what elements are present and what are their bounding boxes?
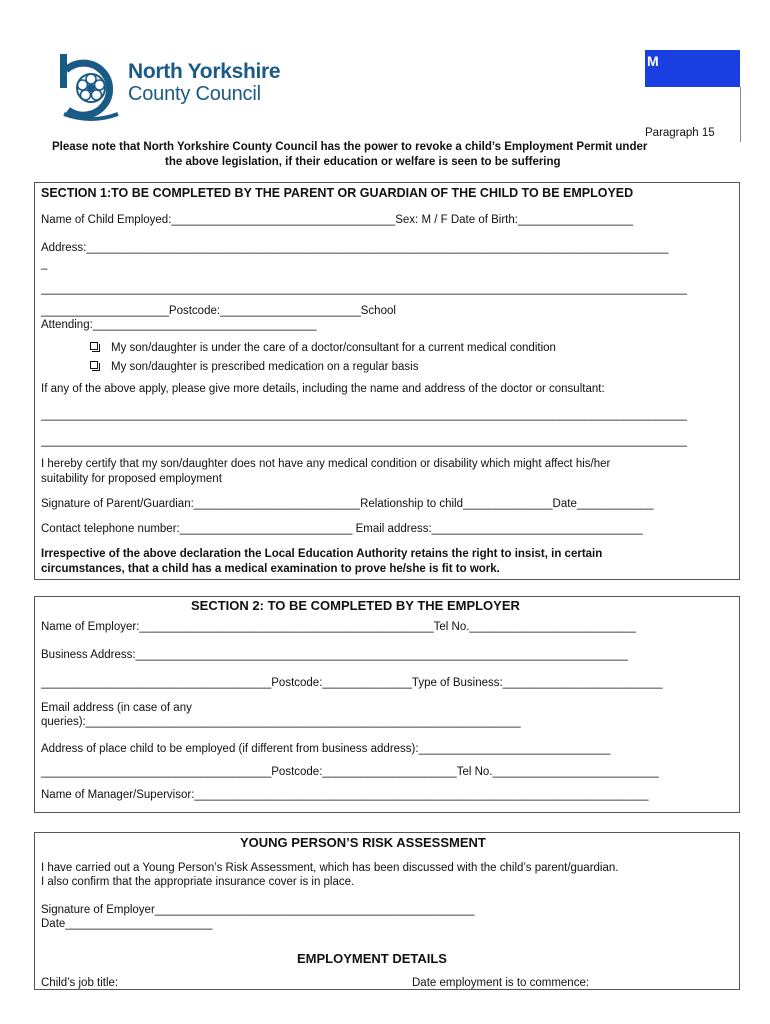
section2-title: SECTION 2: TO BE COMPLETED BY THE EMPLOYER	[191, 598, 520, 613]
workplace-address-field[interactable]: Address of place child to be employed (if different from business address):______________________________	[41, 743, 611, 755]
certification-line1: I hereby certify that my son/daughter does not have any medical condition or disability which might affect his/her	[41, 458, 611, 470]
medical-condition-label: My son/daughter is under the care of a doctor/consultant for a current medical condition	[111, 342, 556, 354]
medical-exam-notice-line1: Irrespective of the above declaration the Local Education Authority retains the right to insist, in certain	[41, 548, 603, 560]
risk-assessment-statement: I have carried out a Young Person’s Risk Assessment, which has been discussed with the child’s parent/guardian.	[41, 862, 619, 874]
business-postcode-field[interactable]: ____________________________________Postcode:______________Type of Business:_________________________	[41, 677, 663, 689]
org-name-line2: County Council	[128, 83, 261, 105]
employer-signature-field[interactable]: Signature of Employer__________________________________________________	[41, 904, 475, 916]
section1-title: SECTION 1:TO BE COMPLETED BY THE PARENT OR GUARDIAN OF THE CHILD TO BE EMPLOYED	[41, 186, 634, 200]
job-title-label: Child’s job title:	[41, 977, 119, 989]
details-field-line2[interactable]: _____________________________________________________________________________________________________	[41, 435, 687, 447]
postcode-school-field[interactable]: ____________________Postcode:______________________School	[41, 305, 396, 317]
details-prompt: If any of the above apply, please give more details, including the name and address of the doctor or consultant:	[41, 383, 605, 395]
address-field-line2[interactable]: _____________________________________________________________________________________________________	[41, 283, 687, 295]
revocation-notice-line2: the above legislation, if their education or welfare is seen to be suffering	[165, 156, 561, 168]
details-field-line1[interactable]: _____________________________________________________________________________________________________	[41, 409, 687, 421]
form-title-bar	[645, 50, 740, 87]
org-name-line1: North Yorkshire	[128, 60, 281, 83]
revocation-notice-line1: Please note that North Yorkshire County Council has the power to revoke a child’s Employment Permit under	[52, 141, 648, 153]
school-attending-field[interactable]: Attending:___________________________________	[41, 319, 317, 331]
commence-date-label: Date employment is to commence:	[412, 977, 590, 989]
business-address-field[interactable]: Business Address:_____________________________________________________________________________	[41, 649, 629, 661]
medical-exam-notice-line2: circumstances, that a child has a medical examination to prove he/she is fit to work.	[41, 563, 500, 575]
medical-condition-checkbox[interactable]	[90, 342, 98, 350]
child-name-field[interactable]: Name of Child Employed:___________________________________Sex: M / F Date of Birth:__________________	[41, 214, 634, 226]
workplace-postcode-field[interactable]: ____________________________________Postcode:_____________________Tel No.__________________________	[41, 766, 659, 778]
employer-email-label: Email address (in case of any	[41, 702, 192, 714]
medication-label: My son/daughter is prescribed medication on a regular basis	[111, 361, 419, 373]
council-logo	[56, 52, 126, 122]
risk-assessment-title: YOUNG PERSON’S RISK ASSESSMENT	[240, 835, 486, 850]
certification-line2: suitability for proposed employment	[41, 473, 222, 485]
insurance-statement: I also confirm that the appropriate insurance cover is in place.	[41, 876, 355, 888]
employer-name-field[interactable]: Name of Employer:______________________________________________Tel No.__________________________	[41, 621, 636, 633]
parent-signature-field[interactable]: Signature of Parent/Guardian:__________________________Relationship to child______________Date____________	[41, 498, 654, 510]
rose-emblem-icon	[56, 52, 126, 122]
address-continuation: _	[41, 258, 48, 270]
employer-email-field[interactable]: queries):____________________________________________________________________	[41, 716, 521, 728]
address-field[interactable]: Address:___________________________________________________________________________________________	[41, 242, 669, 254]
header-divider	[740, 87, 741, 142]
medication-checkbox[interactable]	[90, 361, 98, 369]
paragraph-reference: Paragraph 15	[645, 127, 715, 139]
form-title-fragment: M	[647, 53, 659, 69]
employment-details-title: EMPLOYMENT DETAILS	[297, 951, 447, 966]
contact-field[interactable]: Contact telephone number:___________________________ Email address:_________________________________	[41, 523, 643, 535]
employer-date-field[interactable]: Date_______________________	[41, 918, 213, 930]
manager-name-field[interactable]: Name of Manager/Supervisor:_______________________________________________________________________	[41, 789, 649, 801]
